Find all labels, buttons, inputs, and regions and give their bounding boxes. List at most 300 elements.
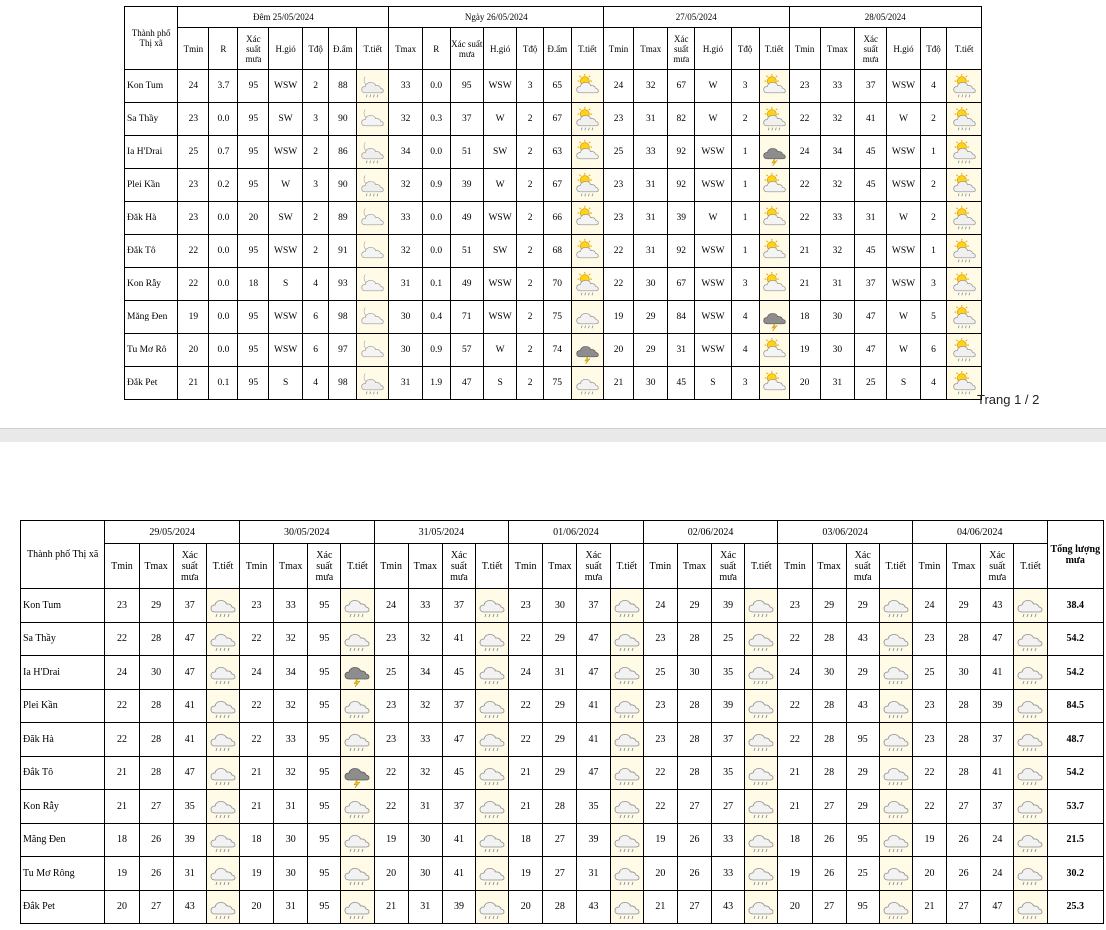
storm-cloud-icon — [760, 139, 789, 166]
weather-cell — [357, 301, 389, 334]
cloud-rain-icon — [341, 724, 373, 754]
cloud-rain-icon — [207, 791, 239, 821]
sun-cloud-icon — [760, 172, 789, 199]
value-cell: 22 — [604, 235, 634, 268]
cloud-rain-icon — [207, 657, 239, 687]
value-cell: 3 — [731, 367, 759, 400]
value-cell: WSW — [269, 70, 302, 103]
value-cell: 34 — [274, 656, 308, 690]
page-2 — [0, 442, 1106, 930]
sun-cloud-icon — [760, 271, 789, 298]
sun-cloud-rain-icon — [572, 172, 603, 199]
value-cell: 2 — [517, 301, 544, 334]
value-cell: 3 — [302, 169, 329, 202]
value-cell: 22 — [509, 689, 543, 723]
table-row — [21, 589, 1104, 623]
date-header: 01/06/2024 — [509, 521, 644, 544]
total-rain-value: 48.7 — [1047, 723, 1103, 757]
value-cell: 30 — [543, 589, 577, 623]
column-header: T.tiết — [610, 544, 643, 589]
column-header: Tmax — [812, 544, 846, 589]
weather-cell — [357, 202, 389, 235]
date-header: 04/06/2024 — [912, 521, 1047, 544]
value-cell: 70 — [543, 268, 571, 301]
table-row — [125, 268, 982, 301]
column-header: T.tiết — [206, 544, 239, 589]
value-cell: 29 — [846, 656, 879, 690]
cloud-rain-icon — [880, 657, 912, 687]
value-cell: 29 — [634, 334, 668, 367]
value-cell: 23 — [912, 689, 946, 723]
value-cell: 47 — [173, 756, 206, 790]
value-cell: 95 — [308, 756, 341, 790]
cloud-rain-icon — [572, 370, 603, 397]
value-cell: 32 — [408, 622, 442, 656]
table-row — [21, 890, 1104, 924]
value-cell: 32 — [408, 756, 442, 790]
sun-cloud-rain-icon — [947, 238, 981, 265]
value-cell: 18 — [239, 823, 273, 857]
column-header: Xác suất mưa — [981, 544, 1014, 589]
value-cell: 26 — [947, 857, 981, 891]
value-cell: 2 — [302, 202, 329, 235]
value-cell: 43 — [173, 890, 206, 924]
value-cell: 95 — [846, 890, 879, 924]
weather-cell — [476, 689, 509, 723]
value-cell: 29 — [543, 723, 577, 757]
total-rain-value: 54.2 — [1047, 756, 1103, 790]
value-cell: 20 — [178, 334, 209, 367]
value-cell: 29 — [947, 589, 981, 623]
value-cell: 0.9 — [422, 169, 450, 202]
value-cell: 47 — [450, 367, 483, 400]
value-cell: 31 — [408, 790, 442, 824]
value-cell: 31 — [577, 857, 610, 891]
value-cell: 95 — [238, 169, 269, 202]
date-header: 29/05/2024 — [105, 521, 240, 544]
weather-cell — [476, 857, 509, 891]
value-cell: 22 — [239, 689, 273, 723]
column-header: Tmin — [604, 28, 634, 70]
cloud-rain-icon — [745, 858, 777, 888]
value-cell: 45 — [855, 169, 887, 202]
weather-cell — [759, 367, 789, 400]
cloud-rain-moon-icon — [357, 370, 388, 397]
weather-cell — [476, 790, 509, 824]
value-cell: 29 — [846, 589, 879, 623]
storm-cloud-icon — [341, 758, 373, 788]
date-group-header: Đêm 25/05/2024 — [178, 7, 389, 28]
value-cell: 39 — [712, 589, 745, 623]
value-cell: 26 — [139, 823, 173, 857]
value-cell: 45 — [668, 367, 695, 400]
value-cell: 45 — [442, 656, 475, 690]
value-cell: S — [483, 367, 516, 400]
cloud-rain-icon — [476, 590, 508, 620]
table-row — [21, 656, 1104, 690]
value-cell: 47 — [577, 622, 610, 656]
value-cell: 29 — [543, 756, 577, 790]
value-cell: 24 — [374, 589, 408, 623]
value-cell: 49 — [450, 268, 483, 301]
value-cell: 82 — [668, 103, 695, 136]
weather-cell — [879, 656, 912, 690]
weather-cell — [759, 301, 789, 334]
value-cell: 95 — [308, 689, 341, 723]
value-cell: 47 — [855, 301, 887, 334]
column-header: Tmax — [947, 544, 981, 589]
value-cell: 24 — [789, 136, 820, 169]
value-cell: 24 — [239, 656, 273, 690]
cloud-rain-icon — [476, 791, 508, 821]
value-cell: 41 — [173, 689, 206, 723]
value-cell: 31 — [389, 367, 422, 400]
column-header: Đ.ẩm — [329, 28, 357, 70]
value-cell: 22 — [604, 268, 634, 301]
place-name: Đăk Hà — [125, 202, 178, 235]
value-cell: 43 — [846, 689, 879, 723]
table-row — [125, 367, 982, 400]
value-cell: 24 — [178, 70, 209, 103]
value-cell: 23 — [178, 169, 209, 202]
cloud-moon-icon — [357, 106, 388, 133]
value-cell: 47 — [981, 622, 1014, 656]
value-cell: 45 — [855, 235, 887, 268]
weather-cell — [476, 656, 509, 690]
weather-cell — [341, 622, 374, 656]
value-cell: 95 — [238, 301, 269, 334]
column-header: Xác suất mưa — [450, 28, 483, 70]
weather-cell — [745, 823, 778, 857]
value-cell: 1 — [920, 235, 947, 268]
value-cell: 31 — [855, 202, 887, 235]
weather-cell — [476, 890, 509, 924]
cloud-rain-icon — [476, 657, 508, 687]
cloud-rain-icon — [341, 825, 373, 855]
value-cell: 22 — [509, 723, 543, 757]
weather-cell — [341, 656, 374, 690]
value-cell: 32 — [274, 756, 308, 790]
value-cell: 47 — [577, 756, 610, 790]
weather-cell — [879, 589, 912, 623]
value-cell: 24 — [509, 656, 543, 690]
forecast-table-page-2 — [20, 520, 1104, 924]
weather-cell — [571, 334, 603, 367]
value-cell: 19 — [105, 857, 139, 891]
value-cell: 2 — [920, 103, 947, 136]
total-rain-value: 25.3 — [1047, 890, 1103, 924]
cloud-rain-icon — [745, 691, 777, 721]
weather-cell — [947, 235, 982, 268]
weather-cell — [745, 589, 778, 623]
place-name: Plei Kần — [125, 169, 178, 202]
value-cell: WSW — [887, 136, 920, 169]
value-cell: 23 — [105, 589, 139, 623]
value-cell: WSW — [483, 301, 516, 334]
value-cell: 19 — [509, 857, 543, 891]
value-cell: 21 — [789, 268, 820, 301]
value-cell: 39 — [173, 823, 206, 857]
weather-cell — [476, 823, 509, 857]
cloud-rain-icon — [207, 825, 239, 855]
weather-cell — [879, 823, 912, 857]
column-header: T.tiết — [1014, 544, 1047, 589]
value-cell: W — [483, 169, 516, 202]
cloud-rain-icon — [1014, 624, 1046, 654]
value-cell: 95 — [238, 70, 269, 103]
value-cell: 37 — [442, 589, 475, 623]
column-header: Xác suất mưa — [577, 544, 610, 589]
column-header: Đ.ẩm — [543, 28, 571, 70]
value-cell: 35 — [712, 756, 745, 790]
sun-cloud-rain-icon — [572, 271, 603, 298]
value-cell: 28 — [947, 689, 981, 723]
value-cell: 19 — [604, 301, 634, 334]
column-header: Tđộ — [731, 28, 759, 70]
header-row-groups — [125, 7, 982, 28]
place-name: Đắk Pet — [21, 890, 105, 924]
value-cell: 2 — [302, 235, 329, 268]
value-cell: W — [483, 103, 516, 136]
total-rain-value: 53.7 — [1047, 790, 1103, 824]
sun-cloud-icon — [760, 73, 789, 100]
value-cell: 23 — [604, 169, 634, 202]
weather-cell — [947, 169, 982, 202]
value-cell: 31 — [634, 103, 668, 136]
value-cell: 41 — [855, 103, 887, 136]
weather-cell — [759, 169, 789, 202]
weather-cell — [947, 301, 982, 334]
value-cell: 22 — [509, 622, 543, 656]
value-cell: 23 — [604, 103, 634, 136]
value-cell: 23 — [374, 723, 408, 757]
place-name: Plei Kần — [21, 689, 105, 723]
cloud-rain-icon — [341, 791, 373, 821]
weather-cell — [476, 756, 509, 790]
weather-cell — [759, 70, 789, 103]
value-cell: 23 — [643, 622, 677, 656]
column-header: Xác suất mưa — [308, 544, 341, 589]
value-cell: 19 — [239, 857, 273, 891]
value-cell: 29 — [677, 589, 711, 623]
value-cell: W — [483, 334, 516, 367]
cloud-rain-icon — [207, 590, 239, 620]
value-cell: 4 — [920, 367, 947, 400]
value-cell: 95 — [308, 857, 341, 891]
value-cell: 32 — [634, 70, 668, 103]
column-header: T.tiết — [357, 28, 389, 70]
value-cell: 24 — [981, 857, 1014, 891]
value-cell: 1 — [731, 169, 759, 202]
value-cell: SW — [269, 103, 302, 136]
value-cell: 34 — [408, 656, 442, 690]
value-cell: 27 — [812, 790, 846, 824]
page-separator — [0, 428, 1106, 443]
value-cell: 33 — [408, 723, 442, 757]
value-cell: 35 — [712, 656, 745, 690]
sun-cloud-icon — [572, 139, 603, 166]
weather-cell — [1014, 823, 1047, 857]
value-cell: WSW — [887, 235, 920, 268]
value-cell: 22 — [789, 202, 820, 235]
value-cell: WSW — [483, 70, 516, 103]
weather-cell — [1014, 689, 1047, 723]
value-cell: 67 — [543, 169, 571, 202]
weather-cell — [610, 656, 643, 690]
value-cell: 21 — [643, 890, 677, 924]
value-cell: 34 — [820, 136, 854, 169]
value-cell: 24 — [778, 656, 812, 690]
value-cell: 41 — [442, 823, 475, 857]
value-cell: WSW — [269, 301, 302, 334]
value-cell: W — [269, 169, 302, 202]
value-cell: 2 — [302, 70, 329, 103]
cloud-rain-icon — [745, 590, 777, 620]
value-cell: 30 — [947, 656, 981, 690]
table-row — [125, 169, 982, 202]
value-cell: 22 — [643, 790, 677, 824]
page-number: Trang 1 / 2 — [977, 392, 1040, 407]
value-cell: 20 — [778, 890, 812, 924]
value-cell: 51 — [450, 136, 483, 169]
table-row — [125, 334, 982, 367]
value-cell: 95 — [308, 589, 341, 623]
place-name: Đắk Tô — [21, 756, 105, 790]
value-cell: 2 — [517, 334, 544, 367]
place-name: Tu Mơ Rông — [21, 857, 105, 891]
column-header: Tmin — [374, 544, 408, 589]
weather-cell — [1014, 656, 1047, 690]
value-cell: 25 — [855, 367, 887, 400]
cloud-rain-icon — [1014, 724, 1046, 754]
value-cell: 23 — [643, 689, 677, 723]
value-cell: 23 — [912, 622, 946, 656]
weather-cell — [341, 723, 374, 757]
column-header: H.gió — [695, 28, 732, 70]
value-cell: 27 — [712, 790, 745, 824]
place-name: Sa Thầy — [21, 622, 105, 656]
value-cell: 98 — [329, 367, 357, 400]
value-cell: 25 — [712, 622, 745, 656]
value-cell: 92 — [668, 136, 695, 169]
value-cell: 19 — [643, 823, 677, 857]
weather-cell — [610, 589, 643, 623]
column-header: Xác suất mưa — [712, 544, 745, 589]
weather-cell — [1014, 723, 1047, 757]
value-cell: 30 — [389, 301, 422, 334]
value-cell: 2 — [517, 136, 544, 169]
column-header: H.gió — [887, 28, 920, 70]
value-cell: 32 — [389, 235, 422, 268]
value-cell: 0.0 — [422, 70, 450, 103]
value-cell: 27 — [543, 857, 577, 891]
value-cell: 24 — [604, 70, 634, 103]
value-cell: 39 — [442, 890, 475, 924]
cloud-rain-icon — [341, 691, 373, 721]
sun-cloud-rain-icon — [947, 106, 981, 133]
column-header: T.tiết — [745, 544, 778, 589]
forecast-table-page-1 — [124, 6, 982, 400]
value-cell: 0.0 — [209, 103, 238, 136]
weather-cell — [341, 689, 374, 723]
value-cell: 4 — [920, 70, 947, 103]
value-cell: 95 — [308, 823, 341, 857]
weather-cell — [879, 857, 912, 891]
value-cell: 95 — [308, 656, 341, 690]
value-cell: 27 — [677, 790, 711, 824]
weather-cell — [745, 790, 778, 824]
column-header: T.tiết — [759, 28, 789, 70]
table-row — [125, 103, 982, 136]
weather-cell — [745, 756, 778, 790]
table-row — [125, 202, 982, 235]
value-cell: 25 — [178, 136, 209, 169]
value-cell: 27 — [947, 890, 981, 924]
storm-cloud-icon — [341, 657, 373, 687]
value-cell: WSW — [695, 301, 732, 334]
value-cell: 0.0 — [209, 301, 238, 334]
place-column-header: Thành phố Thị xã — [125, 7, 178, 70]
value-cell: 33 — [712, 857, 745, 891]
column-header: H.gió — [483, 28, 516, 70]
weather-cell — [206, 723, 239, 757]
value-cell: 29 — [812, 589, 846, 623]
value-cell: 47 — [442, 723, 475, 757]
value-cell: 32 — [820, 103, 854, 136]
value-cell: 90 — [329, 169, 357, 202]
value-cell: WSW — [695, 235, 732, 268]
cloud-rain-icon — [880, 691, 912, 721]
weather-cell — [947, 268, 982, 301]
value-cell: 28 — [812, 756, 846, 790]
value-cell: 41 — [577, 689, 610, 723]
value-cell: 21 — [374, 890, 408, 924]
weather-cell — [357, 169, 389, 202]
value-cell: 0.9 — [422, 334, 450, 367]
value-cell: 26 — [677, 823, 711, 857]
value-cell: 84 — [668, 301, 695, 334]
value-cell: 51 — [450, 235, 483, 268]
sun-cloud-icon — [760, 205, 789, 232]
value-cell: 33 — [408, 589, 442, 623]
value-cell: 95 — [450, 70, 483, 103]
cloud-rain-icon — [476, 825, 508, 855]
value-cell: 31 — [634, 169, 668, 202]
column-header: Tmax — [677, 544, 711, 589]
weather-cell — [759, 235, 789, 268]
value-cell: 33 — [712, 823, 745, 857]
value-cell: 22 — [178, 235, 209, 268]
weather-cell — [759, 334, 789, 367]
weather-cell — [341, 857, 374, 891]
sun-cloud-rain-icon — [947, 304, 981, 331]
cloud-rain-icon — [1014, 858, 1046, 888]
value-cell: 23 — [604, 202, 634, 235]
cloud-rain-icon — [611, 590, 643, 620]
weather-cell — [610, 857, 643, 891]
value-cell: 41 — [981, 656, 1014, 690]
table-row — [21, 823, 1104, 857]
cloud-rain-icon — [341, 858, 373, 888]
value-cell: WSW — [695, 334, 732, 367]
value-cell: 6 — [920, 334, 947, 367]
value-cell: 18 — [789, 301, 820, 334]
value-cell: 22 — [912, 790, 946, 824]
cloud-rain-icon — [207, 691, 239, 721]
value-cell: 91 — [329, 235, 357, 268]
value-cell: 22 — [239, 622, 273, 656]
value-cell: 25 — [643, 656, 677, 690]
